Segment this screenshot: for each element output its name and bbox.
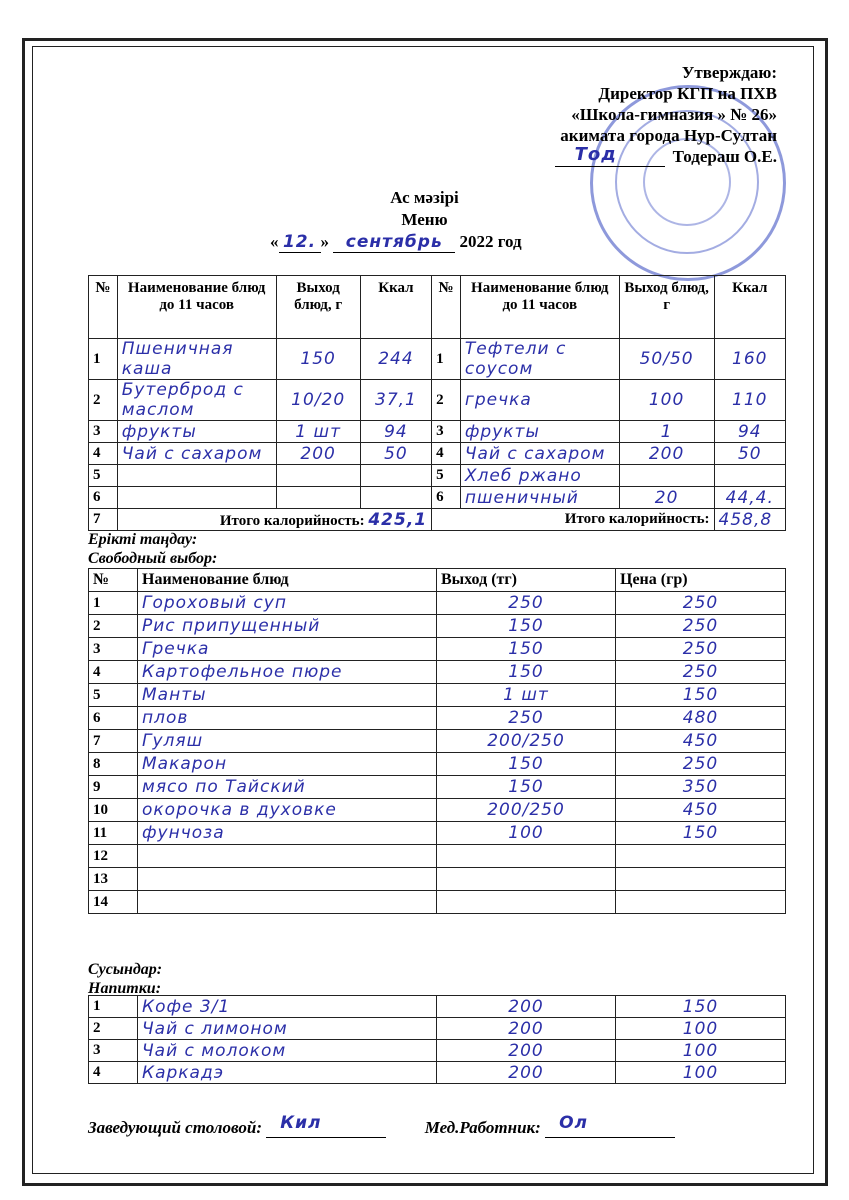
drink-name: Чай с молоком xyxy=(138,1040,437,1062)
dish-price: 250 xyxy=(616,753,786,776)
dish-kcal: 37,1 xyxy=(360,380,431,421)
col-kcal: Ккал xyxy=(360,276,431,339)
drink-price: 100 xyxy=(616,1018,786,1040)
row-num: 6 xyxy=(89,487,118,509)
dish-out: 150 xyxy=(437,638,616,661)
dish-name: окорочка в духовке xyxy=(138,799,437,822)
row-num: 14 xyxy=(89,891,138,914)
dish-name: Тефтели с соусом xyxy=(460,339,619,380)
dish-name: Манты xyxy=(138,684,437,707)
table-row xyxy=(89,465,786,487)
dish-name: фрукты xyxy=(460,421,619,443)
row-num: 5 xyxy=(89,684,138,707)
dish-name: Бутерброд с маслом xyxy=(117,380,276,421)
dish-out xyxy=(437,868,616,891)
dish-out: 200 xyxy=(619,443,714,465)
dish-name: Чай с сахаром xyxy=(460,443,619,465)
dish-name: Картофельное пюре xyxy=(138,661,437,684)
drink-price: 150 xyxy=(616,996,786,1018)
table-row xyxy=(89,380,786,421)
drink-name: Каркадэ xyxy=(138,1062,437,1084)
dish-name: Рис припущенный xyxy=(138,615,437,638)
dish-out: 150 xyxy=(437,661,616,684)
dish-price: 250 xyxy=(616,592,786,615)
row-num: 3 xyxy=(89,421,118,443)
table-row xyxy=(89,822,786,845)
dish-price xyxy=(616,868,786,891)
dish-out: 150 xyxy=(437,776,616,799)
dish-kcal: 94 xyxy=(714,421,785,443)
dish-out: 150 xyxy=(437,615,616,638)
row-num: 12 xyxy=(89,845,138,868)
dish-price: 250 xyxy=(616,638,786,661)
dish-name: фунчоза xyxy=(138,822,437,845)
row-num: 4 xyxy=(89,1062,138,1084)
dish-out xyxy=(437,845,616,868)
row-num: 13 xyxy=(89,868,138,891)
approval-line3: «Школа-гимназия » № 26» xyxy=(571,105,777,124)
dish-price: 450 xyxy=(616,730,786,753)
drink-price: 100 xyxy=(616,1062,786,1084)
table-row xyxy=(89,996,786,1018)
row-num: 7 xyxy=(89,730,138,753)
dish-kcal: 50 xyxy=(714,443,785,465)
dish-out: 150 xyxy=(437,753,616,776)
dish-name: Чай с сахаром xyxy=(117,443,276,465)
dish-name: Хлеб ржано xyxy=(460,465,619,487)
row-num: 4 xyxy=(432,443,461,465)
dish-name: фрукты xyxy=(117,421,276,443)
drink-out: 200 xyxy=(437,996,616,1018)
drink-out: 200 xyxy=(437,1018,616,1040)
table-row xyxy=(89,1040,786,1062)
dish-name xyxy=(138,891,437,914)
row-num: 4 xyxy=(89,443,118,465)
table-row xyxy=(89,730,786,753)
dish-name: пшеничный xyxy=(460,487,619,509)
row-num: 5 xyxy=(432,465,461,487)
dish-price: 150 xyxy=(616,684,786,707)
date-day: 12. xyxy=(282,232,317,252)
table-row xyxy=(89,487,786,509)
row-num: 2 xyxy=(89,380,118,421)
drink-out: 200 xyxy=(437,1040,616,1062)
table-row xyxy=(89,421,786,443)
col-name: Наименование блюд до 11 часов xyxy=(117,276,276,339)
dish-price: 250 xyxy=(616,661,786,684)
dish-price xyxy=(616,891,786,914)
col-num: № xyxy=(432,276,461,339)
row-num: 6 xyxy=(432,487,461,509)
dish-price: 150 xyxy=(616,822,786,845)
manager-label: Заведующий столовой: xyxy=(88,1118,262,1137)
dish-name xyxy=(117,487,276,509)
row-num: 3 xyxy=(89,1040,138,1062)
dish-out: 250 xyxy=(437,707,616,730)
dish-kcal: 44,4. xyxy=(714,487,785,509)
dish-out: 200/250 xyxy=(437,799,616,822)
dish-out: 1 xyxy=(619,421,714,443)
drink-out: 200 xyxy=(437,1062,616,1084)
row-num: 1 xyxy=(89,996,138,1018)
title-kz: Ас мәзірі xyxy=(390,188,459,207)
date-month: сентябрь xyxy=(345,232,443,252)
dish-kcal: 244 xyxy=(360,339,431,380)
table-row xyxy=(89,661,786,684)
col-price: Цена (гр) xyxy=(616,569,786,592)
total-left-value: 425,1 xyxy=(368,509,428,530)
table-row xyxy=(89,339,786,380)
dish-out xyxy=(619,465,714,487)
manager-signature: Кил xyxy=(266,1119,386,1138)
col-out: Выход блюд, г xyxy=(276,276,360,339)
drinks-label: Сусындар: Напитки: xyxy=(88,961,163,997)
table-row xyxy=(89,868,786,891)
row-num: 5 xyxy=(89,465,118,487)
row-num: 1 xyxy=(89,339,118,380)
dish-name: мясо по Тайский xyxy=(138,776,437,799)
row-num: 11 xyxy=(89,822,138,845)
dish-out: 10/20 xyxy=(276,380,360,421)
dish-price: 480 xyxy=(616,707,786,730)
approval-line2: Директор КГП на ПХВ xyxy=(598,84,777,103)
dish-kcal xyxy=(360,487,431,509)
row-num: 2 xyxy=(89,1018,138,1040)
dish-name: Гречка xyxy=(138,638,437,661)
dish-kcal: 50 xyxy=(360,443,431,465)
approval-line1: Утверждаю: xyxy=(681,63,777,82)
menu-date: « 12. » сентябрь 2022 год xyxy=(270,232,522,252)
col-num: № xyxy=(89,569,138,592)
drink-name: Чай с лимоном xyxy=(138,1018,437,1040)
total-right-label: Итого калорийность: xyxy=(432,509,714,531)
dish-price: 250 xyxy=(616,615,786,638)
drink-price: 100 xyxy=(616,1040,786,1062)
breakfast-menu-table xyxy=(88,275,786,531)
dish-out: 200/250 xyxy=(437,730,616,753)
dish-out xyxy=(437,891,616,914)
dish-price: 350 xyxy=(616,776,786,799)
dish-name: Гороховый суп xyxy=(138,592,437,615)
drink-name: Кофе 3/1 xyxy=(138,996,437,1018)
dish-kcal xyxy=(360,465,431,487)
dish-out: 250 xyxy=(437,592,616,615)
dish-name xyxy=(138,845,437,868)
col-name: Наименование блюд до 11 часов xyxy=(460,276,619,339)
table-row xyxy=(89,592,786,615)
table-row xyxy=(89,443,786,465)
dish-out: 100 xyxy=(437,822,616,845)
table-row xyxy=(89,1062,786,1084)
table-row xyxy=(89,753,786,776)
dish-name xyxy=(138,868,437,891)
total-row-num: 7 xyxy=(89,509,118,531)
director-name: Тодераш О.Е. xyxy=(672,147,777,166)
table-row xyxy=(89,615,786,638)
row-num: 2 xyxy=(89,615,138,638)
table-row xyxy=(89,891,786,914)
row-num: 6 xyxy=(89,707,138,730)
dish-out: 50/50 xyxy=(619,339,714,380)
dish-out xyxy=(276,465,360,487)
dish-name: плов xyxy=(138,707,437,730)
medic-signature: Ол xyxy=(545,1119,675,1138)
col-kcal: Ккал xyxy=(714,276,785,339)
dish-out xyxy=(276,487,360,509)
row-num: 4 xyxy=(89,661,138,684)
dish-out: 150 xyxy=(276,339,360,380)
title-ru: Меню xyxy=(401,210,448,229)
row-num: 1 xyxy=(89,592,138,615)
approval-block xyxy=(555,62,777,167)
medic-label: Мед.Работник: xyxy=(424,1118,541,1137)
drinks-table xyxy=(88,995,786,1084)
col-num: № xyxy=(89,276,118,339)
row-num: 9 xyxy=(89,776,138,799)
dish-out: 100 xyxy=(619,380,714,421)
dish-kcal: 94 xyxy=(360,421,431,443)
col-out: Выход блюд, г xyxy=(619,276,714,339)
dish-kcal: 160 xyxy=(714,339,785,380)
col-out: Выход (тг) xyxy=(437,569,616,592)
dish-price xyxy=(616,845,786,868)
approval-line4: акимата города Нур-Султан xyxy=(560,126,777,145)
table-row xyxy=(89,845,786,868)
dish-out: 200 xyxy=(276,443,360,465)
row-num: 2 xyxy=(432,380,461,421)
dish-out: 1 шт xyxy=(437,684,616,707)
date-year: 2022 год xyxy=(459,232,522,251)
dish-name: гречка xyxy=(460,380,619,421)
table-row xyxy=(89,799,786,822)
free-choice-label: Ерікті таңдау: Свободный выбор: xyxy=(88,531,218,567)
footer-signatures xyxy=(88,1113,675,1138)
dish-out: 20 xyxy=(619,487,714,509)
table-row xyxy=(89,707,786,730)
table-row xyxy=(89,638,786,661)
dish-out: 1 шт xyxy=(276,421,360,443)
row-num: 8 xyxy=(89,753,138,776)
table-row xyxy=(89,684,786,707)
total-right-value: 458,8 xyxy=(714,509,785,531)
row-num: 3 xyxy=(432,421,461,443)
table-row xyxy=(89,776,786,799)
row-num: 10 xyxy=(89,799,138,822)
free-choice-table xyxy=(88,568,786,914)
dish-name: Макарон xyxy=(138,753,437,776)
col-name: Наименование блюд xyxy=(138,569,437,592)
table-row xyxy=(89,1018,786,1040)
dish-name xyxy=(117,465,276,487)
dish-name: Пшеничная каша xyxy=(117,339,276,380)
total-left-label: Итого калорийность: 425,1 xyxy=(117,509,431,531)
dish-name: Гуляш xyxy=(138,730,437,753)
director-signature: Тод xyxy=(555,150,665,167)
row-num: 3 xyxy=(89,638,138,661)
approval-signature-row xyxy=(555,146,777,167)
row-num: 1 xyxy=(432,339,461,380)
dish-kcal: 110 xyxy=(714,380,785,421)
dish-price: 450 xyxy=(616,799,786,822)
dish-kcal xyxy=(714,465,785,487)
